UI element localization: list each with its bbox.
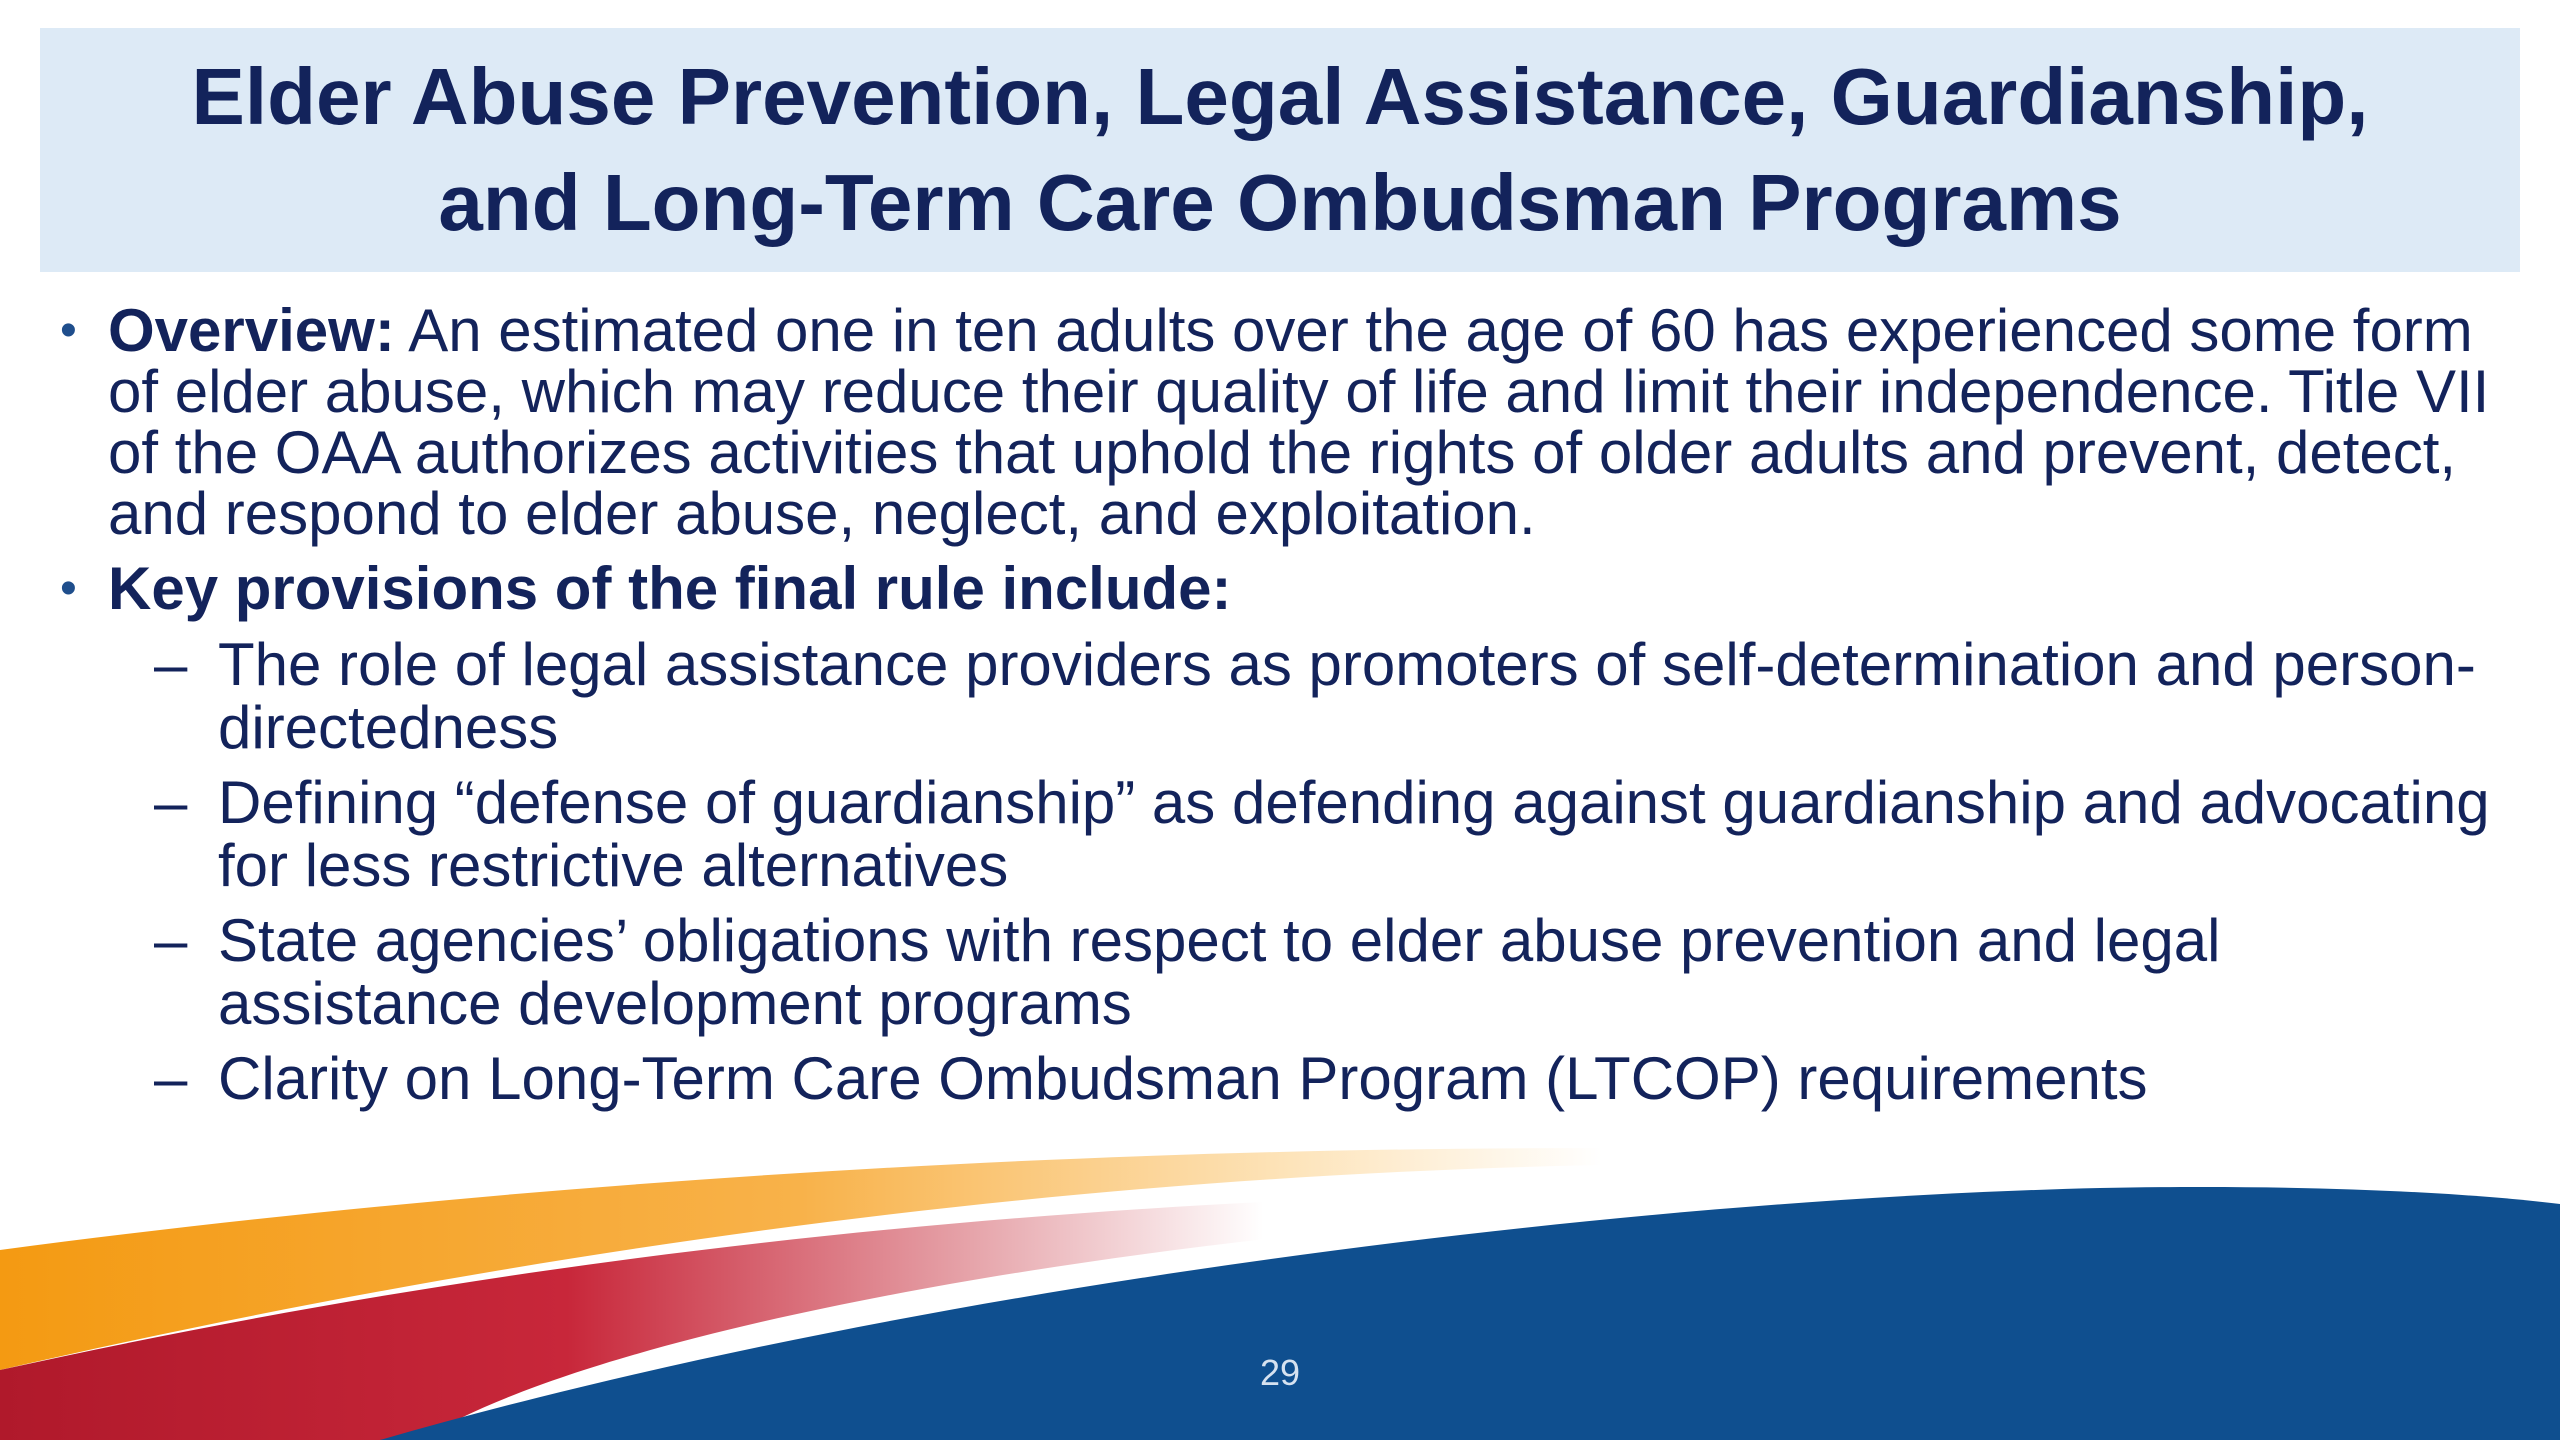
slide-title xyxy=(192,44,2369,256)
page-number: 29 xyxy=(1259,1352,1301,1393)
sub-bullet-ltcop xyxy=(56,1047,2496,1110)
sub-bullet-marker: – xyxy=(154,907,188,974)
bullet-key-provisions xyxy=(56,555,2496,622)
sub-bullet-legal-assistance-role xyxy=(56,633,2496,759)
sub-bullet-state-agencies xyxy=(56,909,2496,1035)
sub-bullet-marker: – xyxy=(154,769,188,836)
sub-bullet-text: Defining “defense of guardianship” as defending against guardianship and advocating for less restrictive alternatives xyxy=(218,769,2490,899)
sub-bullet-text: The role of legal assistance providers as promoters of self-determination and person-directedness xyxy=(218,631,2476,761)
sub-bullet-defense-of-guardianship xyxy=(56,771,2496,897)
slide-content xyxy=(56,297,2496,1122)
sub-bullet-marker: – xyxy=(154,631,188,698)
bullet-overview-label: Overview: xyxy=(108,297,395,364)
decorative-wave-footer xyxy=(0,1140,2560,1440)
bullet-marker: • xyxy=(60,304,77,357)
slide-title-line-1: Elder Abuse Prevention, Legal Assistance, Guardianship, xyxy=(191,52,2369,141)
sub-bullet-text: State agencies’ obligations with respect to elder abuse prevention and legal assistance development programs xyxy=(218,907,2221,1037)
bullet-overview-text: An estimated one in ten adults over the age of 60 has experienced some form of elder abuse, which may reduce their quality of life and limit their independence. Title VII of the OAA authorizes activities that uphold the rights of older adults and prevent, detect, and respond to elder abuse, neglect, and exploitation. xyxy=(108,297,2490,547)
bullet-overview xyxy=(56,297,2496,547)
title-band xyxy=(40,28,2520,272)
sub-bullet-text: Clarity on Long-Term Care Ombudsman Program (LTCOP) requirements xyxy=(218,1045,2148,1112)
bullet-marker: • xyxy=(60,562,77,615)
slide-title-line-2: and Long-Term Care Ombudsman Programs xyxy=(438,158,2122,247)
bullet-key-provisions-label: Key provisions of the final rule include: xyxy=(108,555,1232,622)
sub-bullet-marker: – xyxy=(154,1045,188,1112)
